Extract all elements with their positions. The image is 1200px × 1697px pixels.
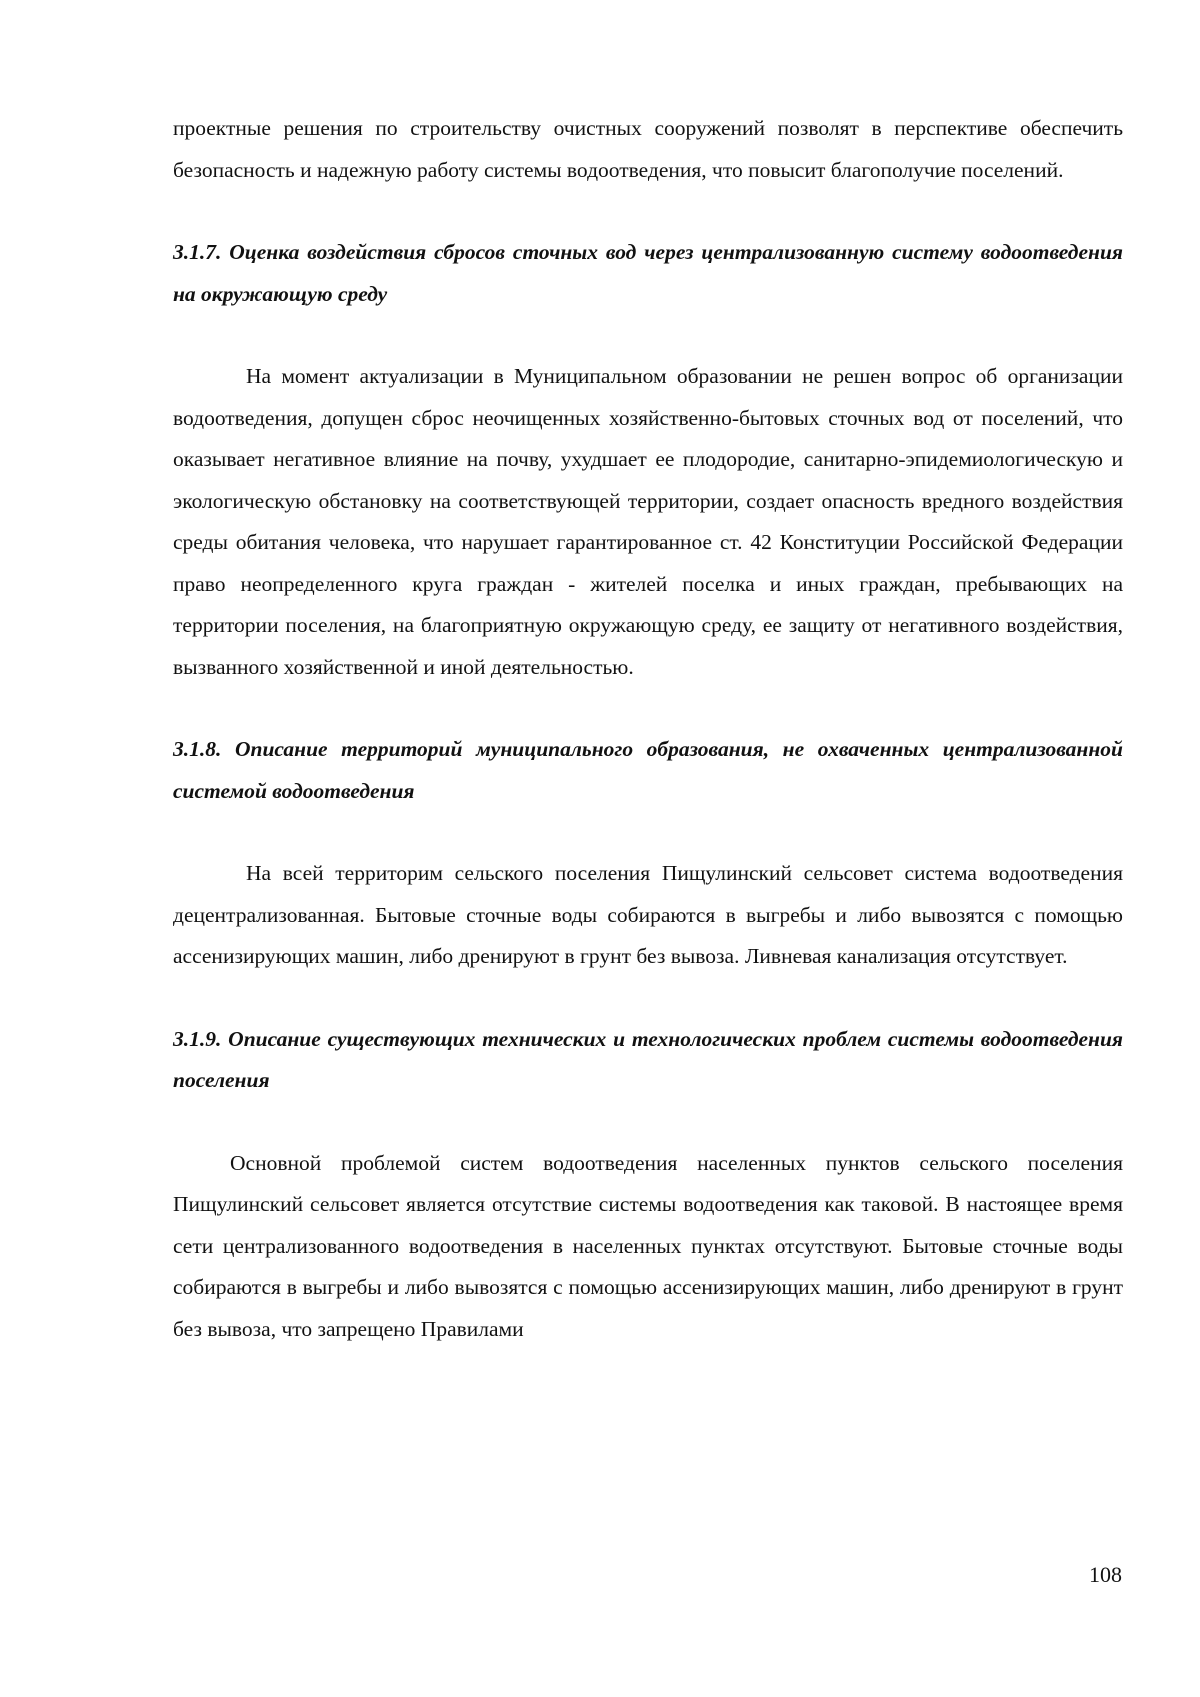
section-heading-3-1-9: 3.1.9. Описание существующих технических и технологических проблем системы водоотведения поселения	[173, 1026, 1123, 1092]
section-paragraph-3-1-8: На всей территорим сельского поселения Пищулинский сельсовет система водоотведения децентрализованная. Бытовые сточные воды собираются в выгребы и либо вывозятся с помощью ассенизирующих машин, либо дренируют в грунт без вывоза. Ливневая канализация отсутствует.	[173, 861, 1123, 968]
page-number: 108	[1089, 1562, 1122, 1587]
intro-paragraph: проектные решения по строительству очистных сооружений позволят в перспективе обеспечить безопасность и надежную работу системы водоотведения, что повысит благополучие поселений.	[173, 116, 1123, 182]
document-page	[173, 108, 1123, 1350]
section-heading-3-1-8: 3.1.8. Описание территорий муниципального образования, не охваченных централизованной системой водоотведения	[173, 737, 1123, 803]
section-paragraph-3-1-9: Основной проблемой систем водоотведения населенных пунктов сельского поселения Пищулинский сельсовет является отсутствие системы водоотведения как таковой. В настоящее время сети централизованного водоотведения в населенных пунктах отсутствуют. Бытовые сточные воды собираются в выгребы и либо вывозятся с помощью ассенизирующих машин, либо дренируют в грунт без вывоза, что запрещено Правилами	[173, 1150, 1123, 1341]
section-paragraph-3-1-7: На момент актуализации в Муниципальном образовании не решен вопрос об организации водоотведения, допущен сброс неочищенных хозяйственно-бытовых сточных вод от поселений, что оказывает негативное влияние на почву, ухудшает ее плодородие, санитарно-эпидемиологическую и экологическую обстановку на соответствующей территории, создает опасность вредного воздействия среды обитания человека, что нарушает гарантированное ст. 42 Конституции Российской Федерации право неопределенного круга граждан - жителей поселка и иных граждан, пребывающих на территории поселения, на благоприятную окружающую среду, ее защиту от негативного воздействия, вызванного хозяйственной и иной деятельностью.	[173, 364, 1123, 679]
section-heading-3-1-7: 3.1.7. Оценка воздействия сбросов сточных вод через централизованную систему водоотведения на окружающую среду	[173, 240, 1123, 306]
